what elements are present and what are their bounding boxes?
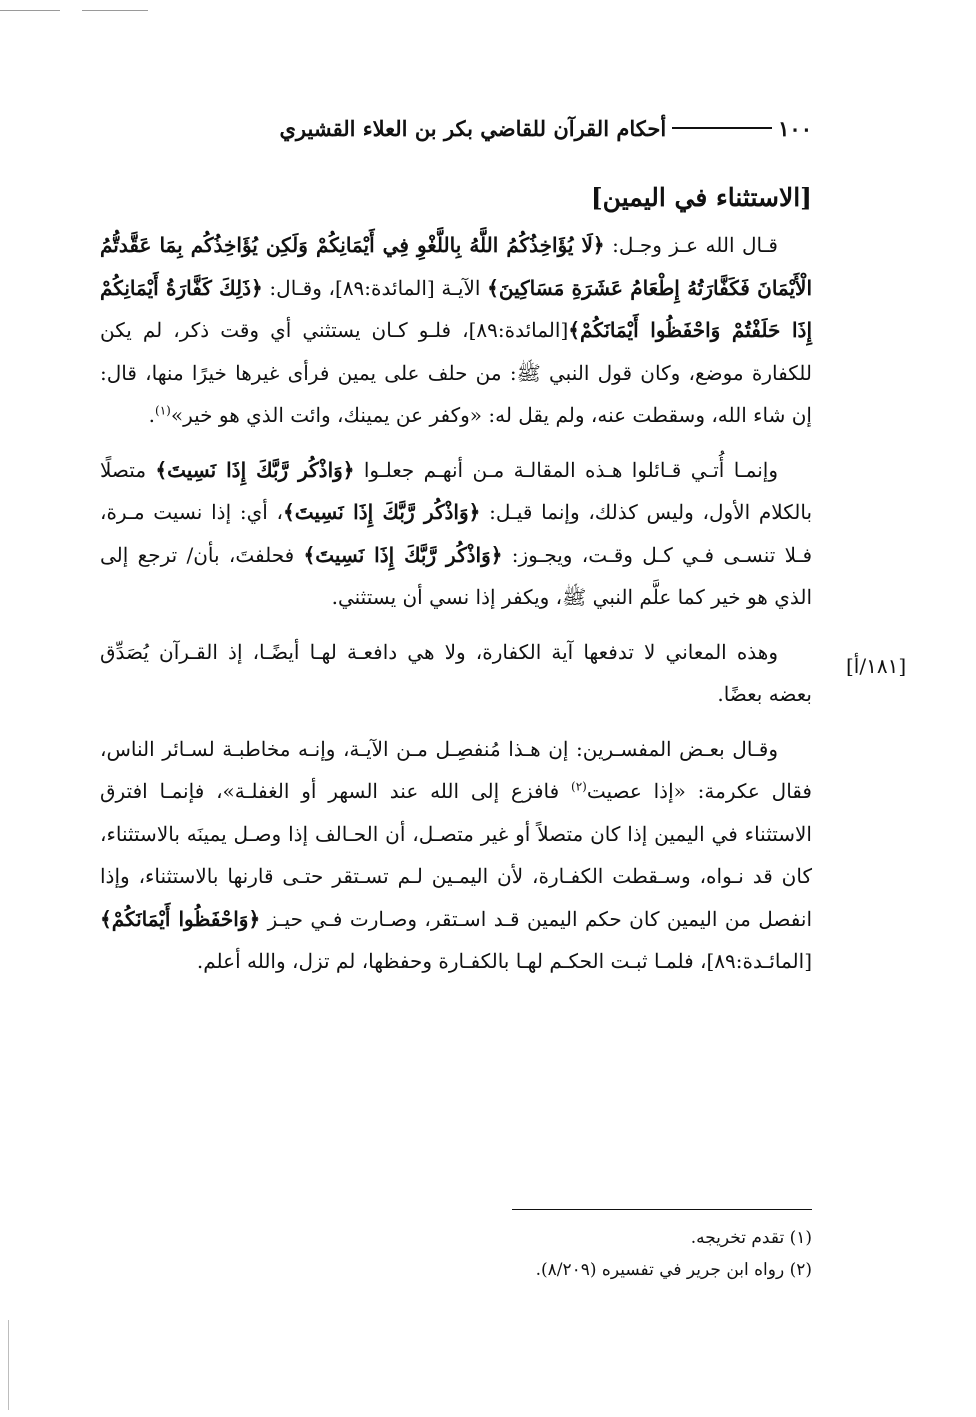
book-title: أحكام القرآن للقاضي بكر بن العلاء القشيري — [279, 115, 667, 141]
paragraph — [100, 224, 812, 437]
footnote-separator — [512, 1209, 812, 1210]
footnote: (٢) رواه ابن جرير في تفسيره (٨/٢٠٩). — [535, 1260, 812, 1280]
quran-verse: ﴿وَاذْكُر رَّبَّكَ إِذَا نَسِيتَ﴾ — [283, 500, 481, 524]
page-body — [100, 108, 812, 983]
paragraph — [100, 728, 812, 983]
text-run: . — [148, 403, 156, 427]
running-header — [100, 108, 812, 148]
text-run: [المائدة:٨٩]، فلـو كـان يستثني أي وقت ذكر، لم يكن للكفارة موضع، وكان قول النبي ﷺ: من حلف على يمين فرأى غيرها خيرًا منها، قال: إن شاء الله، وسقطت عنه، ولم يقل له: «وكفر عن يمينك، وائت الذي هو خير» — [100, 318, 812, 427]
footnote-marker: (٢) — [571, 779, 587, 794]
paragraph — [100, 449, 812, 619]
quran-verse: ﴿وَاحْفَظُوا أَيْمَانَكُمْ﴾ — [100, 906, 261, 931]
scan-edge-mark — [82, 10, 148, 11]
quran-verse: ﴿لَا يُؤَاخِذُكُمُ اللَّهُ بِاللَّغْوِ فِي أَيْمَانِكُمْ وَلَكِن يُؤَاخِذُكُم بِمَا عَقَّدتُّمُ الْأَيْمَانَ فَكَفَّارَتُهُ إِطْعَامُ عَشَرَةِ مَسَاكِينَ﴾ — [100, 233, 813, 300]
text-run: فحلفتَ، بأن/ ترجع إلى الذي هو خير كما علَّم النبي ﷺ، ويكفر إذا نسي أن يستثني. — [100, 542, 812, 609]
text-run: وقـال بعـض المفسـرين: إن هـذا مُنفصِـل مـن الآيـة، وإنـه مخاطبـة لسـائر الناس، فقال عكرمة: «إذا عصيت — [100, 736, 812, 803]
quran-verse: ﴿ذَلِكَ كَفَّارَةُ أَيْمَانِكُمْ إِذَا حَلَفْتُمْ وَاحْفَظُوا أَيْمَانَكُمْ﴾ — [100, 275, 813, 342]
manuscript-folio-note: [١٨١/أ] — [846, 654, 907, 678]
text-run: متصلًا بالكلام الأول، وليس كذلك، وإنما قيـل: — [100, 457, 813, 524]
text-run: قـال الله عـز وجـل: — [604, 233, 778, 257]
text-run: فافزع إلى الله عند السهر أو الغفلـة»، فإنمـا افترق الاستثناء في اليمين إذا كان متصلاً أو غير متصـل، أن الحـالف إذا وصـل يمينَه بالاستثناء، كان قد نـواه، وسـقطت الكفـارة، لأن اليمـين لـم تسـتقر حتـى قارنها بالاستثناء، وإذا انفصل من اليمين كان حكم اليمين قـد اسـتقر، وصـارت فـي حيـز — [100, 779, 812, 931]
quran-verse: ﴿وَاذْكُر رَّبَّكَ إِذَا نَسِيتَ﴾ — [303, 542, 503, 567]
text-run: وإنمـا أُتـي قـائلوا هـذه المقالـة مـن أنهـم جعلـوا — [354, 457, 778, 482]
page-number: ١٠٠ — [778, 115, 812, 141]
text-run: الآيـة [المائدة:٨٩]، وقـال: — [262, 275, 488, 300]
footnotes — [300, 1222, 812, 1286]
section-title: [الاستثناء في اليمين] — [590, 183, 812, 212]
quran-verse: ﴿وَاذْكُر رَّبَّكَ إِذَا نَسِيتَ﴾ — [155, 457, 355, 482]
text-run: ، أي: إذا نسيت مـرة، فـلا تنسـى فـي كـل وقـت، ويجـوز: — [100, 500, 813, 567]
scan-edge-line — [8, 1320, 9, 1410]
text-run: وهذه المعاني لا تدفعها آية الكفارة، ولا هي دافعـة لهـا أيضًـا، إذ القـرآن يُصَدِّق بعضه بعضًا. — [100, 639, 812, 706]
footnote: (١) تقدم تخريجه. — [690, 1228, 812, 1248]
scan-edge-mark — [0, 10, 60, 11]
paragraph — [100, 631, 812, 716]
header-rule — [672, 127, 772, 129]
text-run: [المائـدة:٨٩]، فلمـا ثبـت الحكـم لهـا بالكفـارة وحفظها، لم تزل، والله أعلم. — [196, 949, 812, 973]
footnote-marker: (١) — [155, 403, 171, 418]
